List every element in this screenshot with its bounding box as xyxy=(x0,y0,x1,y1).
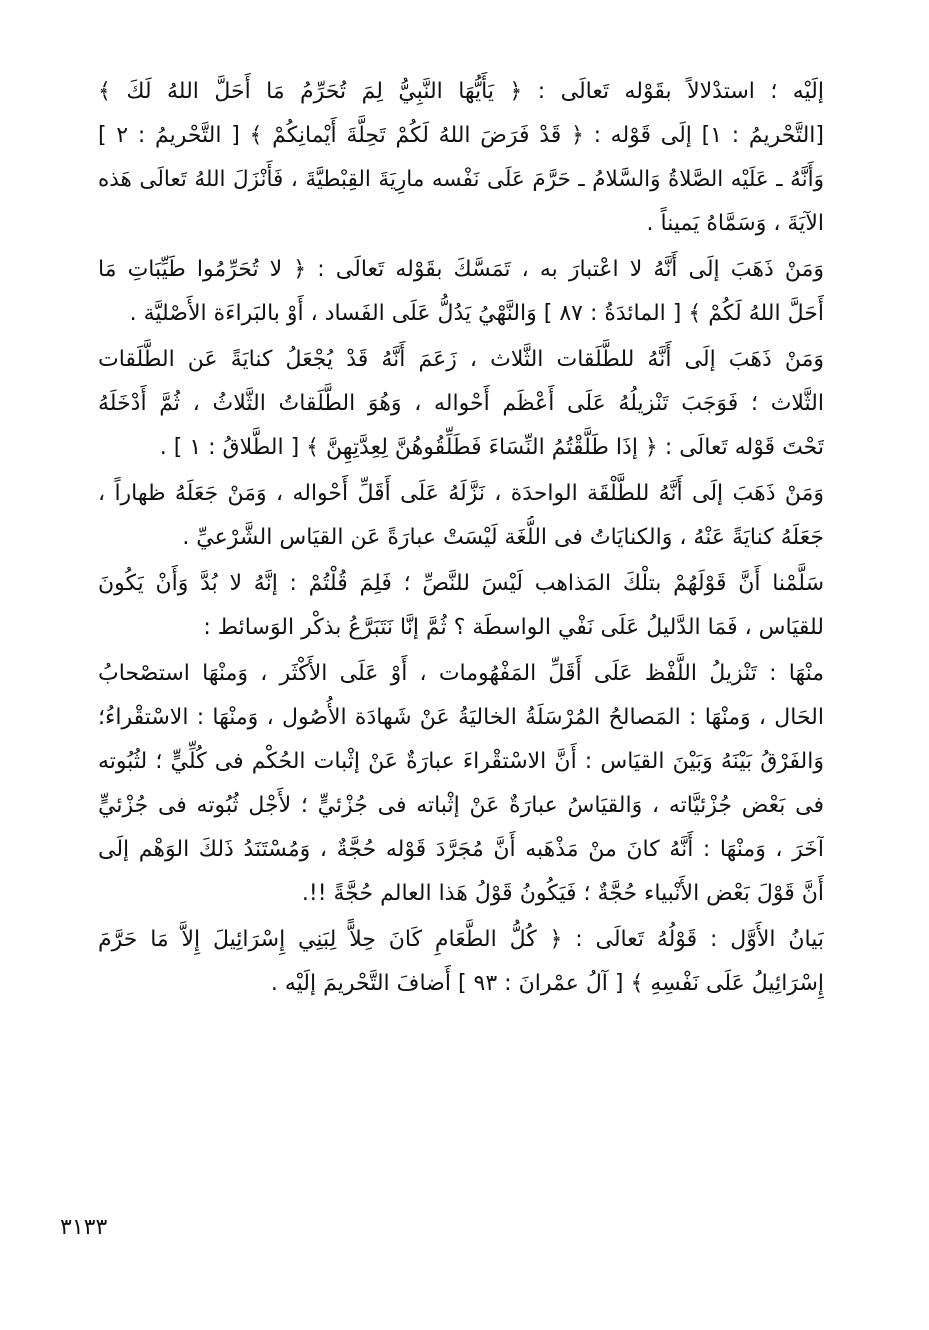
paragraph xyxy=(98,562,824,650)
paragraph xyxy=(98,70,824,246)
text-line: أَنَّ قَوْلَ بَعْض الأَنْبياء حُجَّةٌ ؛ فَيَكُونُ قَوْلُ هَذا العالم حُجَّةً !!. xyxy=(301,881,824,906)
text-line: وَمَنْ ذَهَبَ إلَى أَنَّهُ للطَّلْقَة الواحدَة ، نَزَّلَهُ عَلَى أَقَلِّ أَحْواله ، وَمَنْ جَعَلَهُ ظهاراً ، xyxy=(98,481,824,506)
paragraph xyxy=(98,338,824,470)
paragraph xyxy=(98,652,824,916)
paragraph xyxy=(98,918,824,1006)
text-line: منْهَا : تَنْزيلُ اللَّفْظ عَلَى أَقَلِّ المَفْهُومات ، أَوْ عَلَى الأَكْثَر ، وَمنْهَا استصْحابُ xyxy=(98,661,824,686)
text-line: وَمَنْ ذَهَبَ إلَى أَنَّهُ لا اعْتبارَ به ، تَمَسَّكَ بقَوْله تَعالَى : ﴿ لا تُحَرِّمُوا طَيِّبَاتِ مَا xyxy=(98,257,824,282)
paragraph xyxy=(98,248,824,336)
body-text xyxy=(98,70,824,1006)
text-line: وَأَنَّهُ ـ عَلَيْه الصَّلاةُ وَالسَّلامُ ـ حَرَّمَ عَلَى نَفْسه مارِيَةَ القِبْطيَّةَ ، فَأَنْزَلَ اللهُ تَعالَى هَذه xyxy=(98,167,824,192)
text-line: للقيَاس ، فَمَا الدَّليلُ عَلَى نَفْي الواسطَة ؟ ثُمَّ إنَّا نَتَبَرَّعُ بذكْر الوَسائط : xyxy=(203,615,824,640)
text-line: الثَّلاث ؛ فَوَجَبَ تَنْزيلُهُ عَلَى أَعْظَم أَحْواله ، وَهُوَ الطَّلَقاتُ الثَّلاثُ ، ثُمَّ أَدْخَلَهُ xyxy=(98,391,824,416)
text-line: إِسْرَائِيلُ عَلَى نَفْسِهِ ﴾ [ آلُ عمْرانَ : ٩٣ ] أَضافَ التَّحْريمَ إلَيْه . xyxy=(270,971,824,996)
text-line: وَالفَرْقُ بَيْنَهُ وَبَيْنَ القيَاس : أَنَّ الاسْتقْراءَ عبارَةٌ عَنْ إثْبات الحُكْم فى كُلِّيٍّ ؛ لثُبُوته xyxy=(98,749,824,774)
text-line: أَحَلَّ اللهُ لَكُمْ ﴾ [ المائدَةُ : ٨٧ ] وَالنَّهْيُ يَدُلُّ عَلَى الفَساد ، أَوْ بالبَراءَة الأَصْليَّة . xyxy=(129,301,824,326)
text-line: فى بَعْض جُزْئيَّاته ، وَالقيَاسُ عبارَةٌ عَنْ إثْباته فى جُزْئيٍّ ؛ لأَجْل ثُبُوته فى جُزْئيٍّ xyxy=(98,793,824,818)
text-line: إلَيْه ؛ استدْلالاً بقَوْله تَعالَى : ﴿ يَأَيُّهَا النَّبِيُّ لِمَ تُحَرِّمُ مَا أَحَلَّ اللهُ لَكَ ﴾ xyxy=(98,79,824,104)
text-line: جَعَلَهُ كنايَةً عَنْهُ ، وَالكنايَاتُ فى اللُّغَة لَيْسَتْ عبارَةً عَن القيَاس الشَّرْعيِّ . xyxy=(182,525,824,550)
text-line: سَلَّمْنا أَنَّ قَوْلَهُمْ بتلْكَ المَذاهب لَيْسَ للنَّصِّ ؛ فَلِمَ قُلْتُمْ : إنَّهُ لا بُدَّ وَأَنْ يَكُونَ xyxy=(98,571,824,596)
text-line: وَمَنْ ذَهَبَ إلَى أَنَّهُ للطَّلَقات الثَّلاث ، زَعَمَ أَنَّهُ قَدْ يُجْعَلُ كنايَةً عَن الطَّلَقات xyxy=(98,347,824,372)
text-line: الحَال ، وَمنْهَا : المَصالحُ المُرْسَلَةُ الخاليَةُ عَنْ شَهادَة الأُصُول ، وَمنْهَا : الاسْتقْراءُ؛ xyxy=(98,705,824,730)
page-number: ٣١٣٣ xyxy=(60,1215,108,1240)
text-line: آخَرَ ، وَمنْهَا : أَنَّهُ كانَ منْ مَذْهَبه أَنَّ مُجَرَّدَ قَوْله حُجَّةٌ ، وَمُسْتَنَدُ ذَلكَ الوَهْم إلَى xyxy=(98,837,824,862)
text-line: تَحْتَ قَوْله تَعالَى : ﴿ إذَا طَلَّقْتُمُ النِّسَاءَ فَطَلِّقُوهُنَّ لِعِدَّتِهِنَّ ﴾ [ الطَّلاقُ : ١ ] . xyxy=(159,435,824,460)
text-line: بَيانُ الأَوَّل : قَوْلُهُ تَعالَى : ﴿ كُلُّ الطَّعَامِ كَانَ حِلاًّ لِبَنِي إِسْرَائِيلَ إِلاَّ مَا حَرَّمَ xyxy=(98,927,824,952)
paragraph xyxy=(98,472,824,560)
text-line: [التَّحْريمُ : ١] إلَى قَوْله : ﴿ قَدْ فَرَضَ اللهُ لَكُمْ تَحِلَّةَ أَيْمانِكُمْ ﴾ [ التَّحْريمُ : ٢ ] xyxy=(98,123,824,148)
text-line: الآيَةَ ، وَسَمَّاهُ يَميناً . xyxy=(646,211,824,236)
